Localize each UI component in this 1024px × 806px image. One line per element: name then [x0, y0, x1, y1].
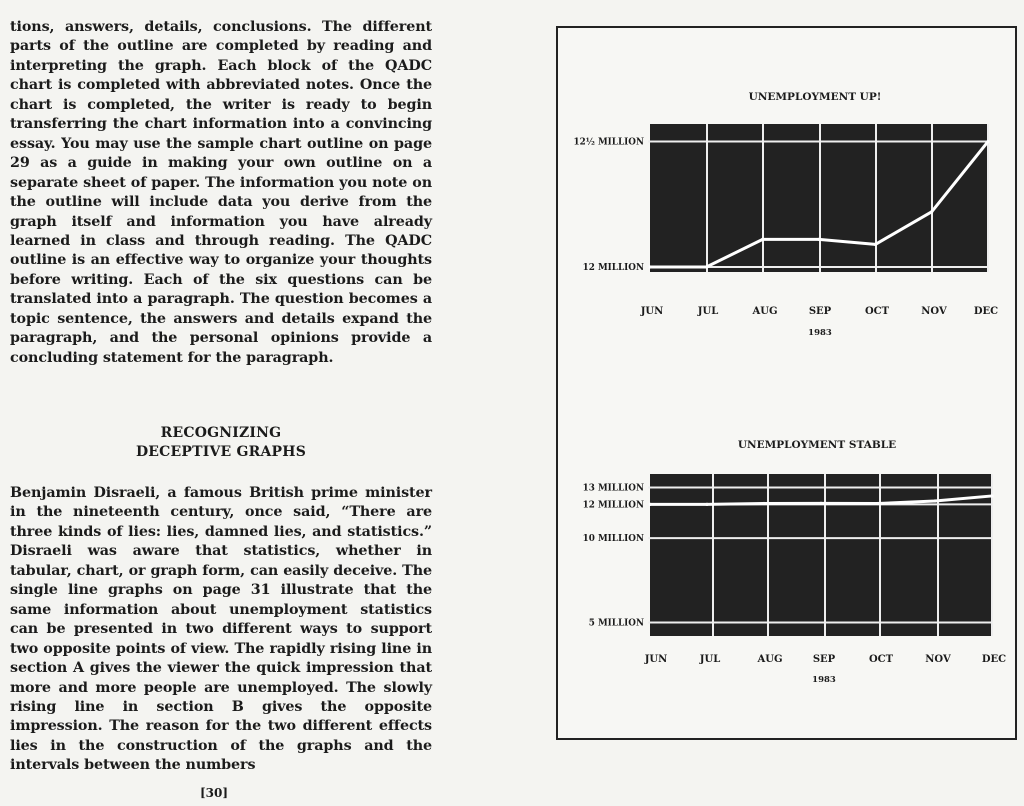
chart-2-data-point — [876, 502, 879, 505]
charts-canvas — [558, 28, 1015, 738]
page-number: [30] — [200, 786, 229, 800]
chart-1-xtick-label: JUN — [640, 306, 664, 317]
chart-1-data-point — [930, 210, 933, 213]
chart-2-xtick-label: OCT — [868, 654, 894, 665]
heading-line-2: DECEPTIVE GRAPHS — [135, 444, 307, 460]
chart-2-data-point — [990, 494, 993, 497]
chart-2-year-label: 1983 — [812, 675, 836, 685]
chart-1-year-label: 1983 — [808, 328, 832, 338]
chart-1-xtick-label: DEC — [973, 306, 999, 317]
chart-1-data-point — [705, 265, 708, 268]
chart-2-ytick-label: 10 MILLION — [582, 534, 644, 545]
section-heading — [10, 424, 432, 462]
chart-1-xtick-label: JUL — [697, 306, 719, 317]
chart-2-xtick-label: JUL — [699, 654, 721, 665]
paragraph-qadc: tions, answers, details, conclusions. The different parts of the outline are completed by reading and interpreting the graph. Each block of the QADC chart is completed with abbreviated notes. Once the chart is completed, the writer is ready to begin transferring the chart information into a convincing essay. You may use the sample chart outline on page 29 as a guide in making your own outline on a separate sheet of paper. The information you note on the outline will include data you derive from the graph itself and information you have already learned in class and through reading. The QADC outline is an effective way to organize your thoughts before writing. Each of the six questions can be translated into a paragraph. The question becomes a topic sentence, the answers and details expand the paragraph, and the personal opinions provide a concluding statement for the paragraph. — [10, 19, 432, 366]
chart-2-ytick-label: 12 MILLION — [582, 500, 644, 511]
chart-2-ytick-label: 13 MILLION — [582, 483, 644, 494]
chart-1-ytick-label: 12 MILLION — [582, 262, 644, 273]
chart-2-plot-area — [650, 474, 992, 636]
graphs-panel — [556, 26, 1017, 740]
chart-2-data-point — [705, 503, 708, 506]
body-text-top — [10, 18, 432, 368]
chart-1-data-point — [986, 140, 989, 143]
chart-1-xtick-label: AUG — [752, 306, 778, 317]
paragraph-disraeli: Benjamin Disraeli, a famous British prime minister in the nineteenth century, once said, “There are three kinds of lies: lies, damned lies, and statistics.” Disraeli was aware that statistics, whether in tabular, chart, or graph form, can easily deceive. The single line graphs on page 31 illustrate that the same information about unemployment statistics can be presented in two different ways to support two opposite points of view. The rapidly rising line in section A gives the viewer the quick impression that more and more people are unemployed. The slowly rising line in section B gives the opposite impression. The reason for the two different effects lies in the construction of the graphs and the intervals between the numbers — [10, 485, 432, 774]
chart-1-data-point — [648, 265, 651, 268]
chart-1-data-point — [761, 238, 764, 241]
chart-1-title: UNEMPLOYMENT UP! — [748, 91, 882, 103]
chart-2-data-point — [933, 499, 936, 502]
chart-2-xtick-label: JUN — [644, 654, 668, 665]
chart-2-xtick-label: DEC — [981, 654, 1007, 665]
chart-1-xtick-label: SEP — [808, 306, 832, 317]
chart-1-xtick-label: OCT — [864, 306, 890, 317]
chart-1-data-point — [817, 238, 820, 241]
chart-2-xtick-label: SEP — [812, 654, 836, 665]
chart-2-data-point — [819, 502, 822, 505]
chart-2-title: UNEMPLOYMENT STABLE — [737, 439, 897, 451]
chart-2-xtick-label: AUG — [757, 654, 783, 665]
chart-2-xtick-label: NOV — [925, 654, 951, 665]
chart-1-ytick-label: 12½ MILLION — [573, 137, 644, 148]
chart-1-xtick-label: NOV — [921, 306, 947, 317]
chart-1-data-point — [874, 243, 877, 246]
chart-2-ytick-label: 5 MILLION — [588, 618, 644, 629]
chart-2-data-point — [762, 502, 765, 505]
body-text-bottom — [10, 484, 432, 776]
chart-2-data-point — [648, 503, 651, 506]
heading-line-1: RECOGNIZING — [160, 425, 282, 441]
